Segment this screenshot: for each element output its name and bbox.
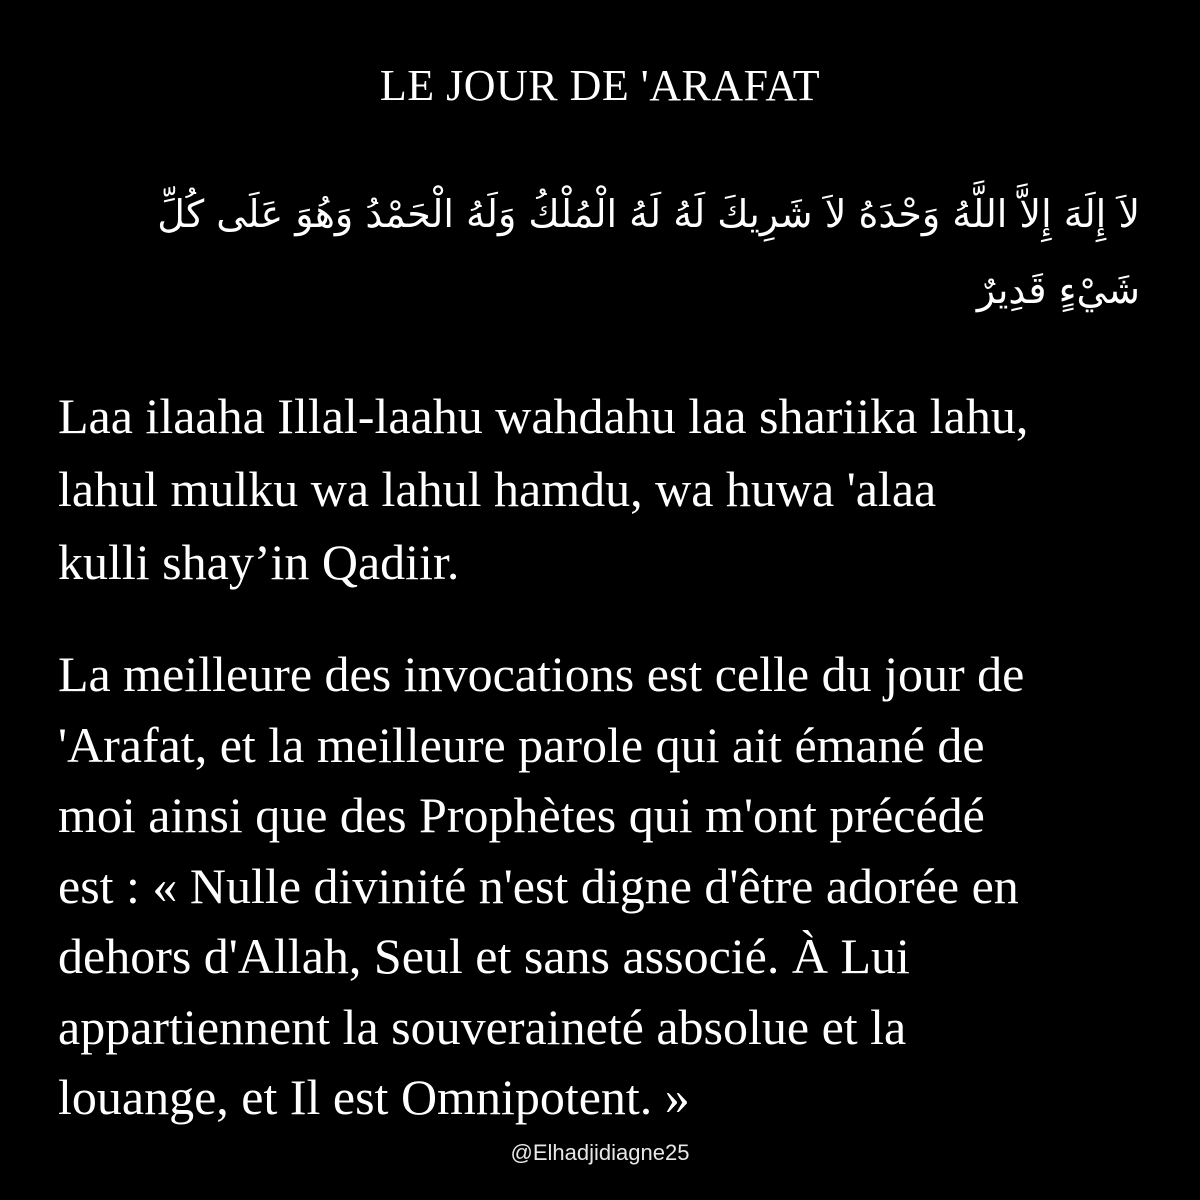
hadith-line: dehors d'Allah, Seul et sans associé. À Lui xyxy=(58,928,910,984)
transliteration-line: Laa ilaaha Illal-laahu wahdahu laa shariika lahu, xyxy=(58,388,1029,444)
hadith-line: moi ainsi que des Prophètes qui m'ont précédé xyxy=(58,787,985,843)
transliteration-line: kulli shay’in Qadiir. xyxy=(58,534,460,590)
page-title: LE JOUR DE 'ARAFAT xyxy=(379,61,821,110)
arabic-line: لاَ إِلَهَ إِلاَّ اللَّهُ وَحْدَهُ لاَ شَرِيكَ لَهُ لَهُ الْمُلْكُ وَلَهُ الْحَمْدُ وَهُوَ عَلَى كُلِّ xyxy=(157,192,1140,236)
transliteration-line: lahul mulku wa lahul hamdu, wa huwa 'alaa xyxy=(58,461,937,517)
hadith-line: 'Arafat, et la meilleure parole qui ait émané de xyxy=(58,716,985,773)
arabic-line: شَيْءٍ قَدِيرٌ xyxy=(976,268,1140,312)
arabic-invocation xyxy=(58,176,1140,328)
hadith-paragraph xyxy=(58,639,1158,1133)
hadith-line: appartiennent la souveraineté absolue et la xyxy=(58,998,907,1055)
transliteration-paragraph xyxy=(58,380,1158,599)
hadith-line: est : « Nulle divinité n'est digne d'être adorée en xyxy=(58,857,1019,914)
hadith-line: La meilleure des invocations est celle du jour de xyxy=(58,646,1025,702)
author-handle: @Elhadjidiagne25 xyxy=(510,1140,690,1165)
hadith-line: louange, et Il est Omnipotent. » xyxy=(58,1069,690,1125)
